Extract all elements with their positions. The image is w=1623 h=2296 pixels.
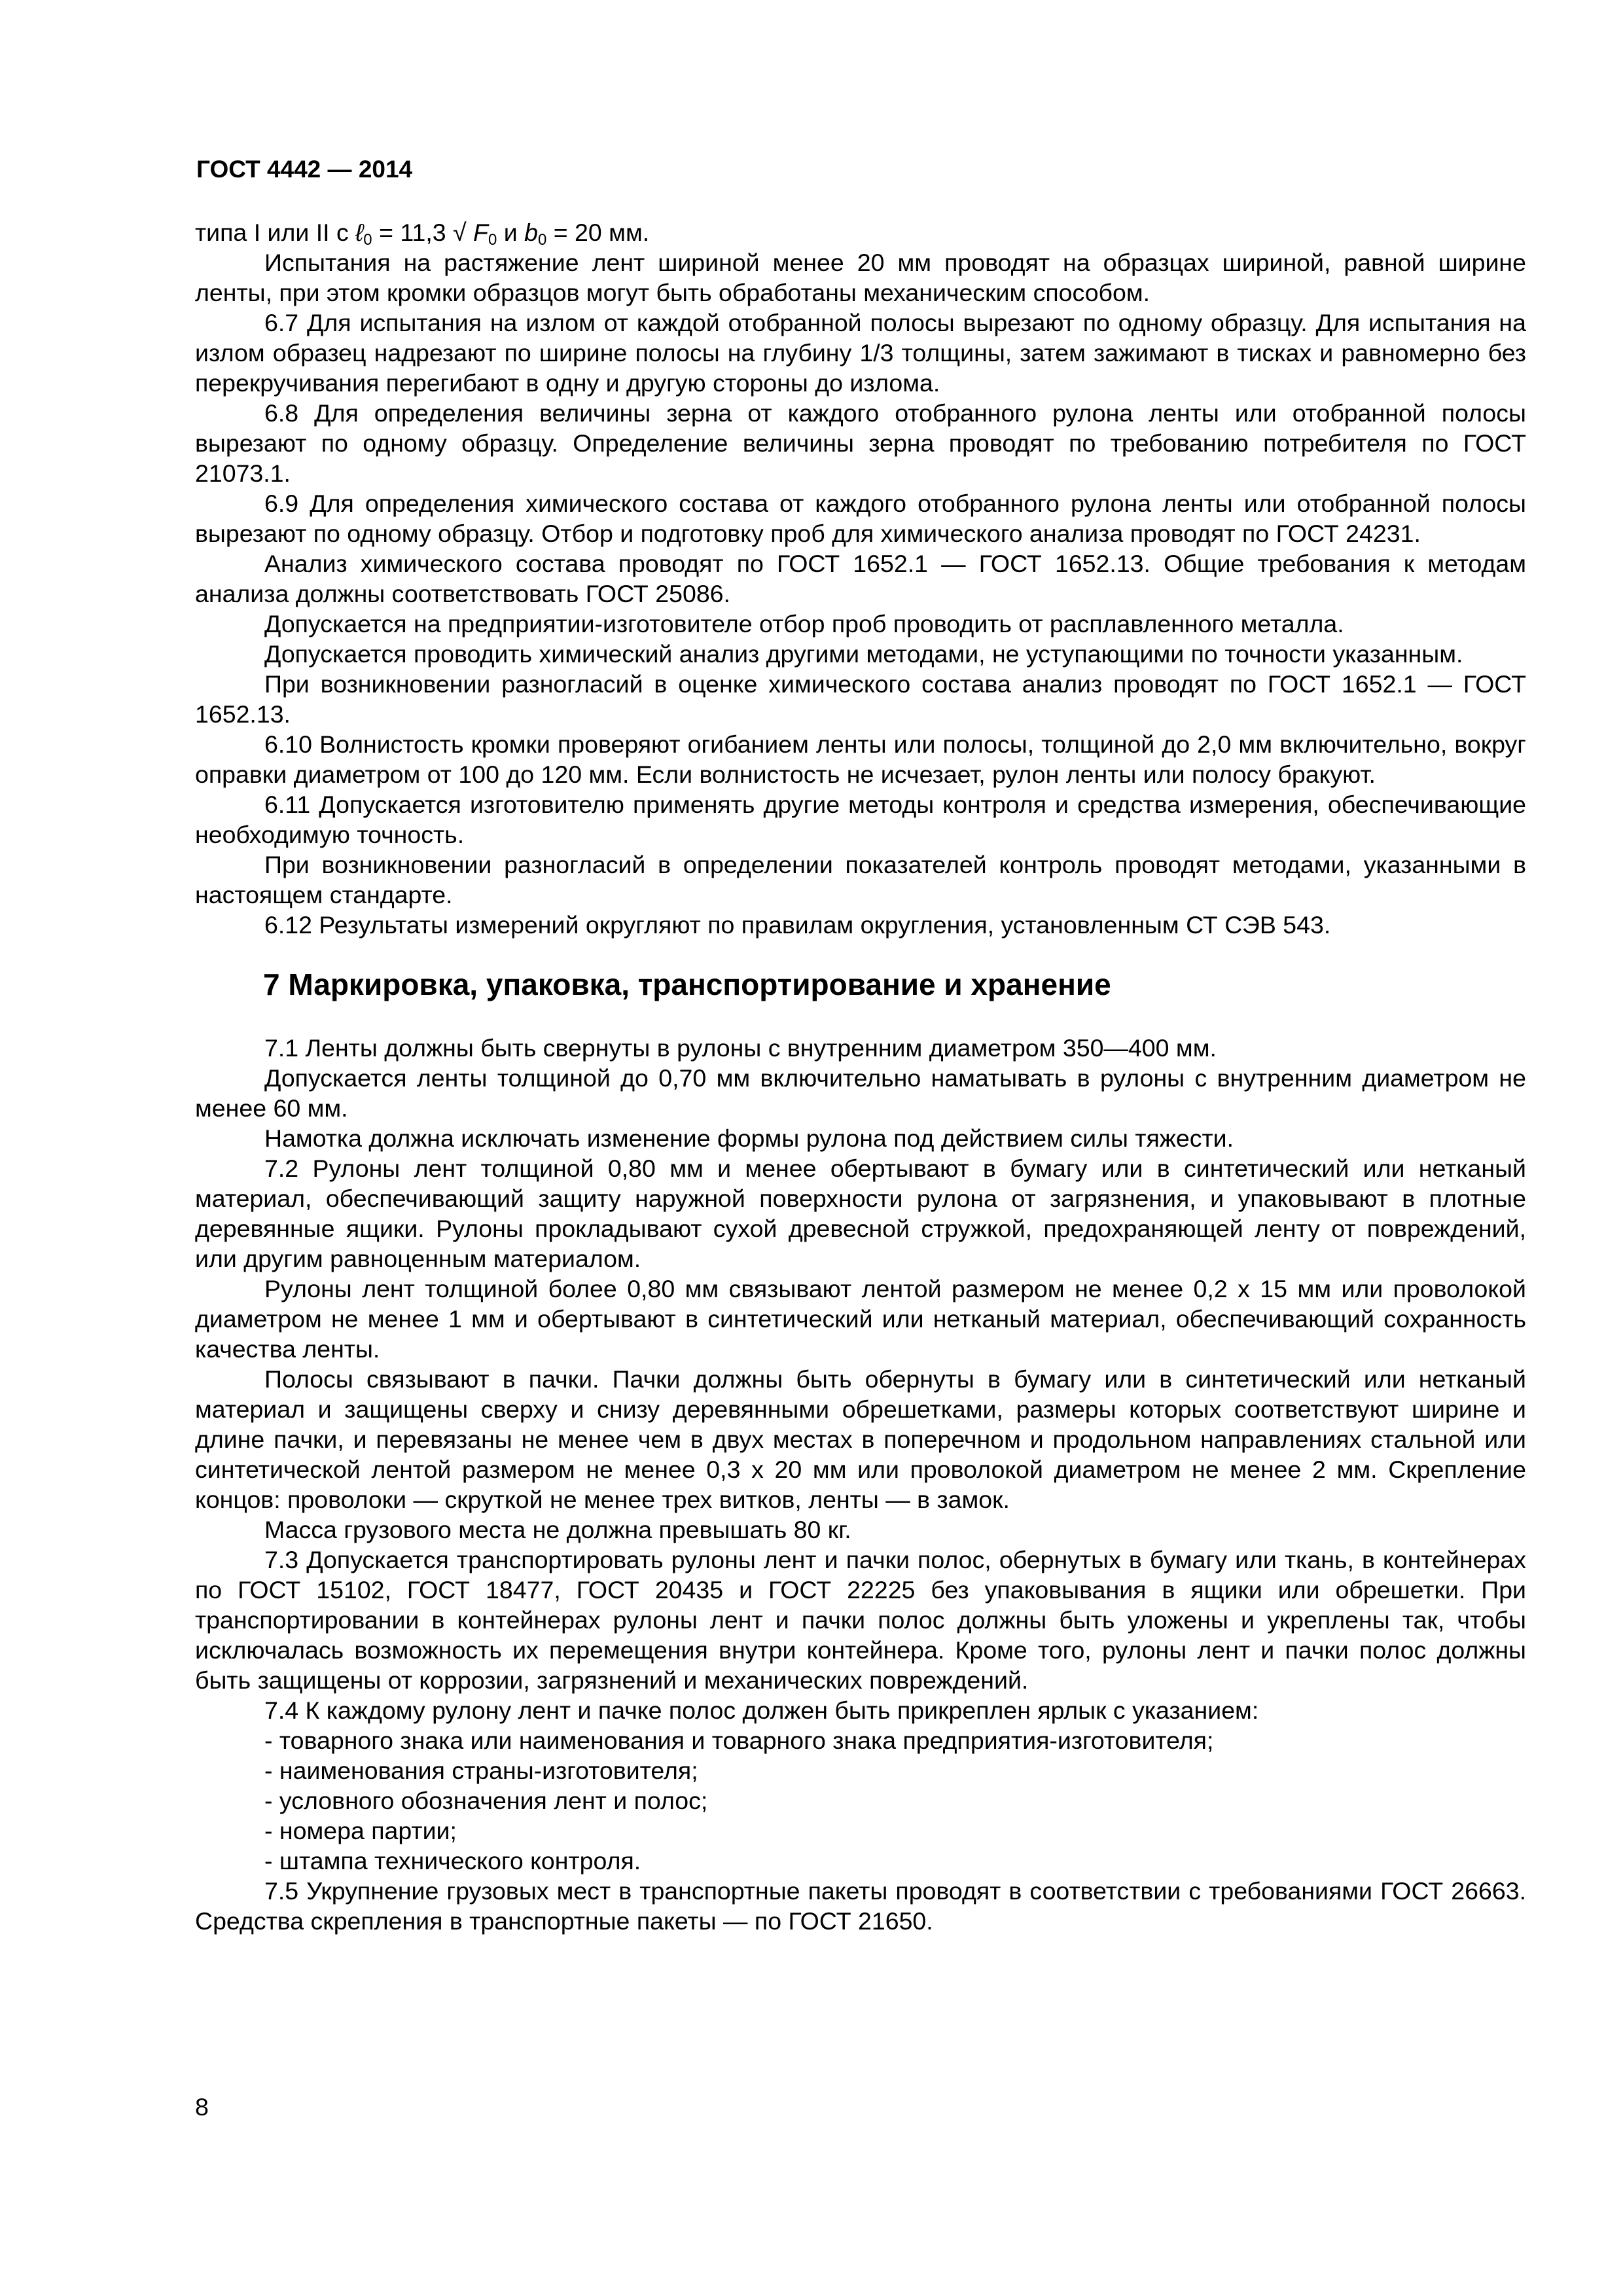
formula-line: [195, 217, 1526, 247]
paragraph: 6.7 Для испытания на излом от каждой отобранной полосы вырезают по одному образцу. Для испытания на излом образец надрезают по ширине полосы на глубину 1/3 толщины, затем зажимают в тисках и равномерно без перекручивания перегибают в одну и другую стороны до излома.: [195, 309, 1526, 397]
paragraph: Рулоны лент толщиной более 0,80 мм связывают лентой размером не менее 0,2 х 15 мм или проволокой диаметром не менее 1 мм и обертывают в синтетический или нетканый материал, обеспечивающий сохранность качества ленты.: [195, 1275, 1526, 1363]
section-heading: 7 Маркировка, упаковка, транспортирование и хранение: [263, 967, 1111, 1001]
paragraph: Испытания на растяжение лент шириной менее 20 мм проводят на образцах шириной, равной ширине ленты, при этом кромки образцов могут быть обработаны механическим способом.: [195, 249, 1526, 306]
paragraph: При возникновении разногласий в оценке химического состава анализ проводят по ГОСТ 1652.1 — ГОСТ 1652.13.: [195, 670, 1526, 728]
paragraph: При возникновении разногласий в определении показателей контроль проводят методами, указанными в настоящем стандарте.: [195, 851, 1526, 908]
paragraph: 6.8 Для определения величины зерна от каждого отобранного рулона ленты или отобранной полосы вырезают по одному образцу. Определение величины зерна проводят по требованию потребителя по ГОСТ 21073.1.: [195, 399, 1526, 487]
formula-symbol: ℓ: [355, 219, 364, 246]
paragraph: Намотка должна исключать изменение формы рулона под действием силы тяжести.: [264, 1124, 1234, 1152]
paragraph: 7.5 Укрупнение грузовых мест в транспортные пакеты проводят в соответствии с требованиями ГОСТ 26663. Средства скрепления в транспортные пакеты — по ГОСТ 21650.: [195, 1877, 1526, 1935]
paragraph: 6.12 Результаты измерений округляют по правилам округления, установленным СТ СЭВ 543.: [264, 911, 1331, 939]
paragraph: 6.10 Волнистость кромки проверяют огибанием ленты или полосы, толщиной до 2,0 мм включительно, вокруг оправки диаметром от 100 до 120 мм. Если волнистость не исчезает, рулон ленты или полосу бракуют.: [195, 730, 1526, 788]
list-item: - штампа технического контроля.: [264, 1847, 641, 1874]
formula-subscript: 0: [488, 231, 497, 249]
paragraph: 7.3 Допускается транспортировать рулоны лент и пачки полос, обернутых в бумагу или ткань, в контейнерах по ГОСТ 15102, ГОСТ 18477, ГОСТ 20435 и ГОСТ 22225 без упаковывания в ящики или обрешетки. При транспортировании в контейнерах рулоны лент и пачки полос должны быть уложены и укреплены так, чтобы исключалась возможность их перемещения внутри контейнера. Кроме того, рулоны лент и пачки полос должны быть защищены от коррозии, загрязнений и механических повреждений.: [195, 1546, 1526, 1694]
paragraph: Допускается на предприятии-изготовителе отбор проб проводить от расплавленного металла.: [264, 610, 1344, 637]
paragraph: 6.9 Для определения химического состава от каждого отобранного рулона ленты или отобранной полосы вырезают по одному образцу. Отбор и подготовку проб для химического анализа проводят по ГОСТ 24231.: [195, 490, 1526, 547]
formula-symbol: F: [473, 219, 488, 246]
formula-symbol: b: [524, 219, 538, 246]
paragraph: 6.11 Допускается изготовителю применять другие методы контроля и средства измерения, обеспечивающие необходимую точность.: [195, 791, 1526, 848]
list-item: - условного обозначения лент и полос;: [264, 1787, 708, 1814]
formula-subscript: 0: [363, 231, 372, 249]
list-item: - наименования страны-изготовителя;: [264, 1757, 698, 1784]
list-item: - номера партии;: [264, 1817, 457, 1844]
page-number: 8: [195, 2093, 209, 2121]
list-item: - товарного знака или наименования и товарного знака предприятия-изготовителя;: [264, 1727, 1214, 1754]
document-body: [195, 217, 1526, 1936]
paragraph: Допускается проводить химический анализ другими методами, не уступающими по точности указанным.: [264, 640, 1463, 668]
formula-text: и: [497, 219, 525, 246]
formula-subscript: 0: [537, 231, 547, 249]
paragraph: Масса грузового места не должна превышать 80 кг.: [264, 1516, 851, 1543]
formula-text: = 11,3 √: [372, 219, 474, 246]
paragraph: 7.2 Рулоны лент толщиной 0,80 мм и менее обертывают в бумагу или в синтетический или нетканый материал, обеспечивающий защиту наружной поверхности рулона от загрязнения, и упаковывают в плотные деревянные ящики. Рулоны прокладывают сухой древесной стружкой, предохраняющей ленту от повреждений, или другим равноценным материалом.: [195, 1155, 1526, 1272]
document-header: ГОСТ 4442 — 2014: [196, 156, 413, 183]
formula-text: = 20 мм.: [546, 219, 650, 246]
paragraph: Полосы связывают в пачки. Пачки должны быть обернуты в бумагу или в синтетический или нетканый материал и защищены сверху и снизу деревянными обрешетками, размеры которых соответствуют ширине и длине пачки, и перевязаны не менее чем в двух местах в поперечном и продольном направлениях стальной или синтетической лентой размером не менее 0,3 х 20 мм или проволокой диаметром не менее 2 мм. Скрепление концов: проволоки — скруткой не менее трех витков, ленты — в замок.: [195, 1365, 1526, 1513]
formula-text: типа I или II с: [195, 219, 356, 246]
paragraph: 7.1 Ленты должны быть свернуты в рулоны с внутренним диаметром 350—400 мм.: [264, 1034, 1217, 1062]
paragraph: Анализ химического состава проводят по ГОСТ 1652.1 — ГОСТ 1652.13. Общие требования к методам анализа должны соответствовать ГОСТ 25086.: [195, 550, 1526, 607]
paragraph: 7.4 К каждому рулону лент и пачке полос должен быть прикреплен ярлык с указанием:: [264, 1696, 1259, 1724]
paragraph: Допускается ленты толщиной до 0,70 мм включительно наматывать в рулоны с внутренним диаметром не менее 60 мм.: [195, 1064, 1526, 1122]
